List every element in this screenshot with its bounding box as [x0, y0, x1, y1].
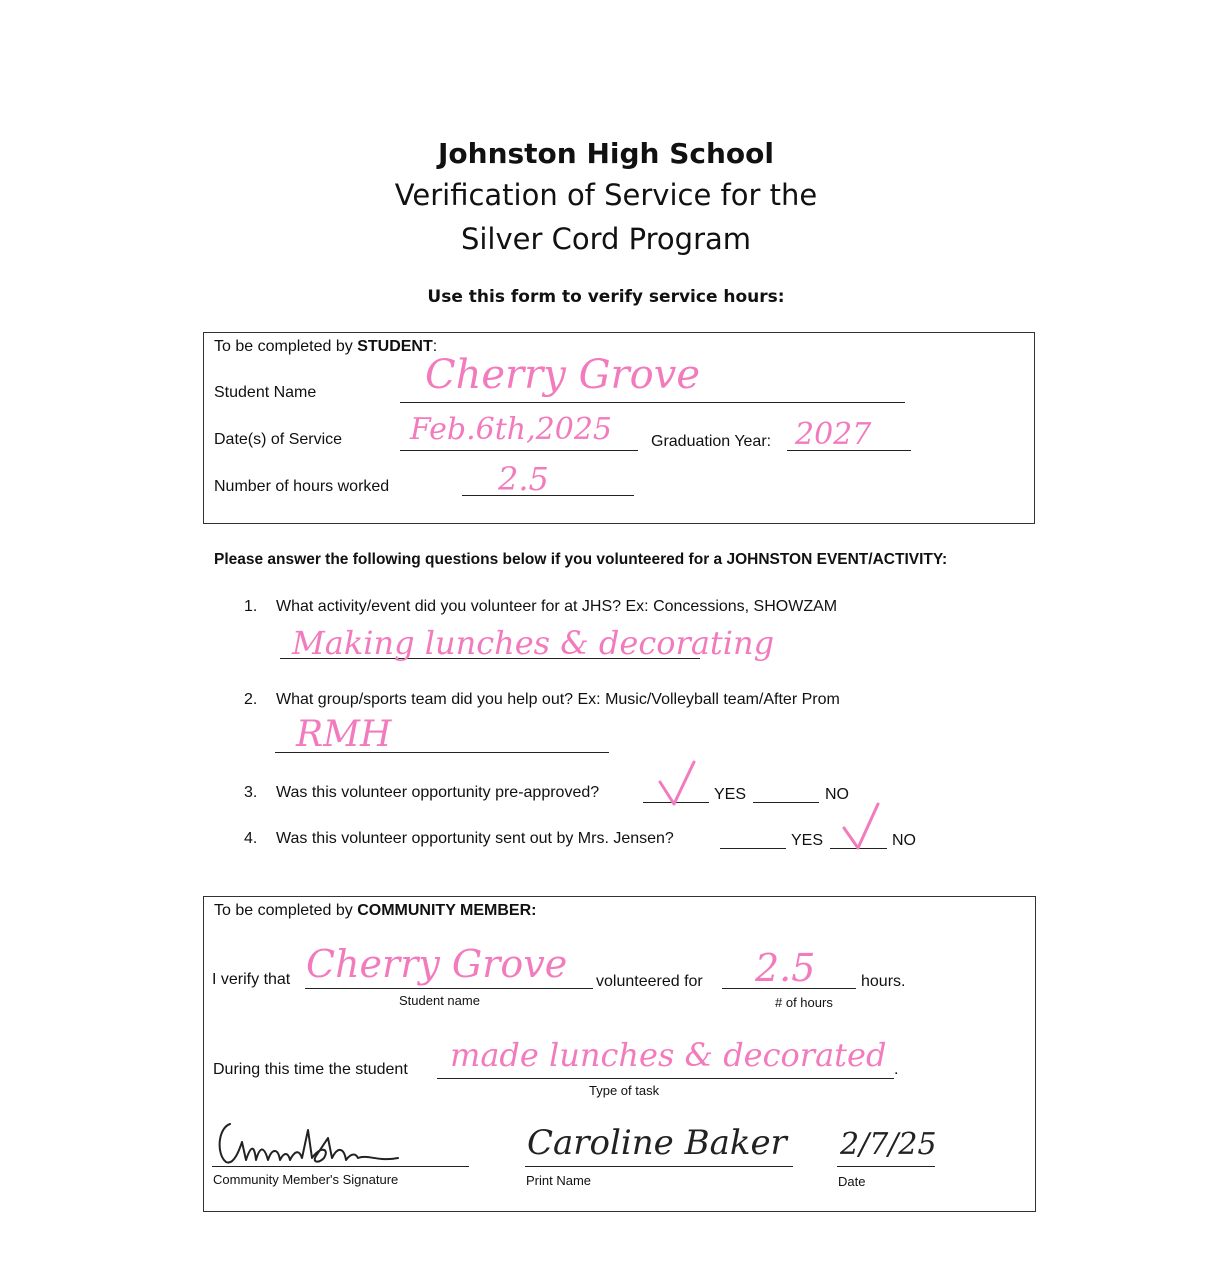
- question-3-text: Was this volunteer opportunity pre-approved?: [276, 784, 600, 801]
- hours-label: hours.: [861, 973, 906, 990]
- student-name-caption: Student name: [399, 993, 480, 1008]
- signature-caption: Community Member's Signature: [213, 1172, 399, 1187]
- community-section-heading: [214, 902, 536, 920]
- signature-scribble-icon: [212, 1118, 402, 1168]
- question-3-no-label: NO: [825, 786, 849, 803]
- volunteered-hours-value[interactable]: 2.5: [755, 946, 816, 990]
- hours-worked-label: Number of hours worked: [214, 478, 390, 495]
- date-line: [837, 1166, 935, 1167]
- question-4-no-label: NO: [892, 832, 916, 849]
- question-2-number: 2.: [244, 691, 258, 708]
- heading-bold: COMMUNITY MEMBER:: [357, 902, 537, 919]
- question-1-number: 1.: [244, 598, 258, 615]
- form-instruction: Use this form to verify service hours:: [427, 287, 785, 307]
- form-title-line-2: Silver Cord Program: [460, 222, 752, 256]
- heading-suffix: :: [432, 338, 438, 355]
- student-name-line: [400, 402, 905, 403]
- question-4-text: Was this volunteer opportunity sent out by Mrs. Jensen?: [276, 830, 674, 847]
- verify-label: I verify that: [212, 971, 291, 988]
- print-name-value[interactable]: Caroline Baker: [527, 1123, 787, 1163]
- question-2-text: What group/sports team did you help out? Ex: Music/Volleyball team/After Prom: [276, 691, 840, 708]
- verify-student-line: [305, 988, 593, 989]
- question-1-text: What activity/event did you volunteer for at JHS? Ex: Concessions, SHOWZAM: [276, 598, 838, 615]
- question-3-checkmark-icon: [658, 760, 698, 808]
- student-section-heading: [214, 338, 437, 356]
- graduation-year-value[interactable]: 2027: [795, 417, 872, 452]
- task-value[interactable]: made lunches & decorated: [450, 1036, 887, 1074]
- heading-prefix: To be completed by: [214, 338, 358, 355]
- verify-student-name-value[interactable]: Cherry Grove: [306, 942, 568, 986]
- question-1-answer[interactable]: Making lunches & decorating: [292, 624, 775, 662]
- question-4-number: 4.: [244, 830, 258, 847]
- question-4-yes-label: YES: [791, 832, 824, 849]
- question-2-answer[interactable]: RMH: [296, 714, 392, 755]
- question-3-number: 3.: [244, 784, 258, 801]
- hours-worked-value[interactable]: 2.5: [498, 460, 549, 498]
- during-label: During this time the student: [213, 1061, 408, 1078]
- heading-bold: STUDENT: [357, 338, 433, 355]
- question-4-checkmark-icon: [842, 802, 882, 852]
- date-caption: Date: [838, 1174, 866, 1189]
- student-name-value[interactable]: Cherry Grove: [425, 352, 701, 398]
- date-value[interactable]: 2/7/25: [840, 1127, 937, 1162]
- graduation-year-label: Graduation Year:: [651, 433, 772, 450]
- task-period: .: [894, 1061, 899, 1078]
- dates-line: [400, 450, 638, 451]
- school-title: Johnston High School: [437, 137, 774, 170]
- question-3-no-line[interactable]: [753, 802, 819, 803]
- heading-prefix: To be completed by: [214, 902, 358, 919]
- hours-caption: # of hours: [775, 995, 833, 1010]
- task-line: [437, 1078, 894, 1079]
- question-3-yes-label: YES: [714, 786, 747, 803]
- question-4-yes-line[interactable]: [720, 848, 786, 849]
- task-caption: Type of task: [589, 1083, 660, 1098]
- dates-value[interactable]: Feb.6th,2025: [410, 412, 613, 447]
- student-name-label: Student Name: [214, 384, 317, 401]
- print-name-caption: Print Name: [526, 1173, 592, 1188]
- questions-intro: Please answer the following questions below if you volunteered for a JOHNSTON EVENT/ACTIVITY:: [214, 551, 948, 568]
- volunteered-label: volunteered for: [596, 973, 703, 990]
- dates-label: Date(s) of Service: [214, 431, 343, 448]
- form-title-line-1: Verification of Service for the: [394, 178, 818, 212]
- print-name-line: [525, 1166, 793, 1167]
